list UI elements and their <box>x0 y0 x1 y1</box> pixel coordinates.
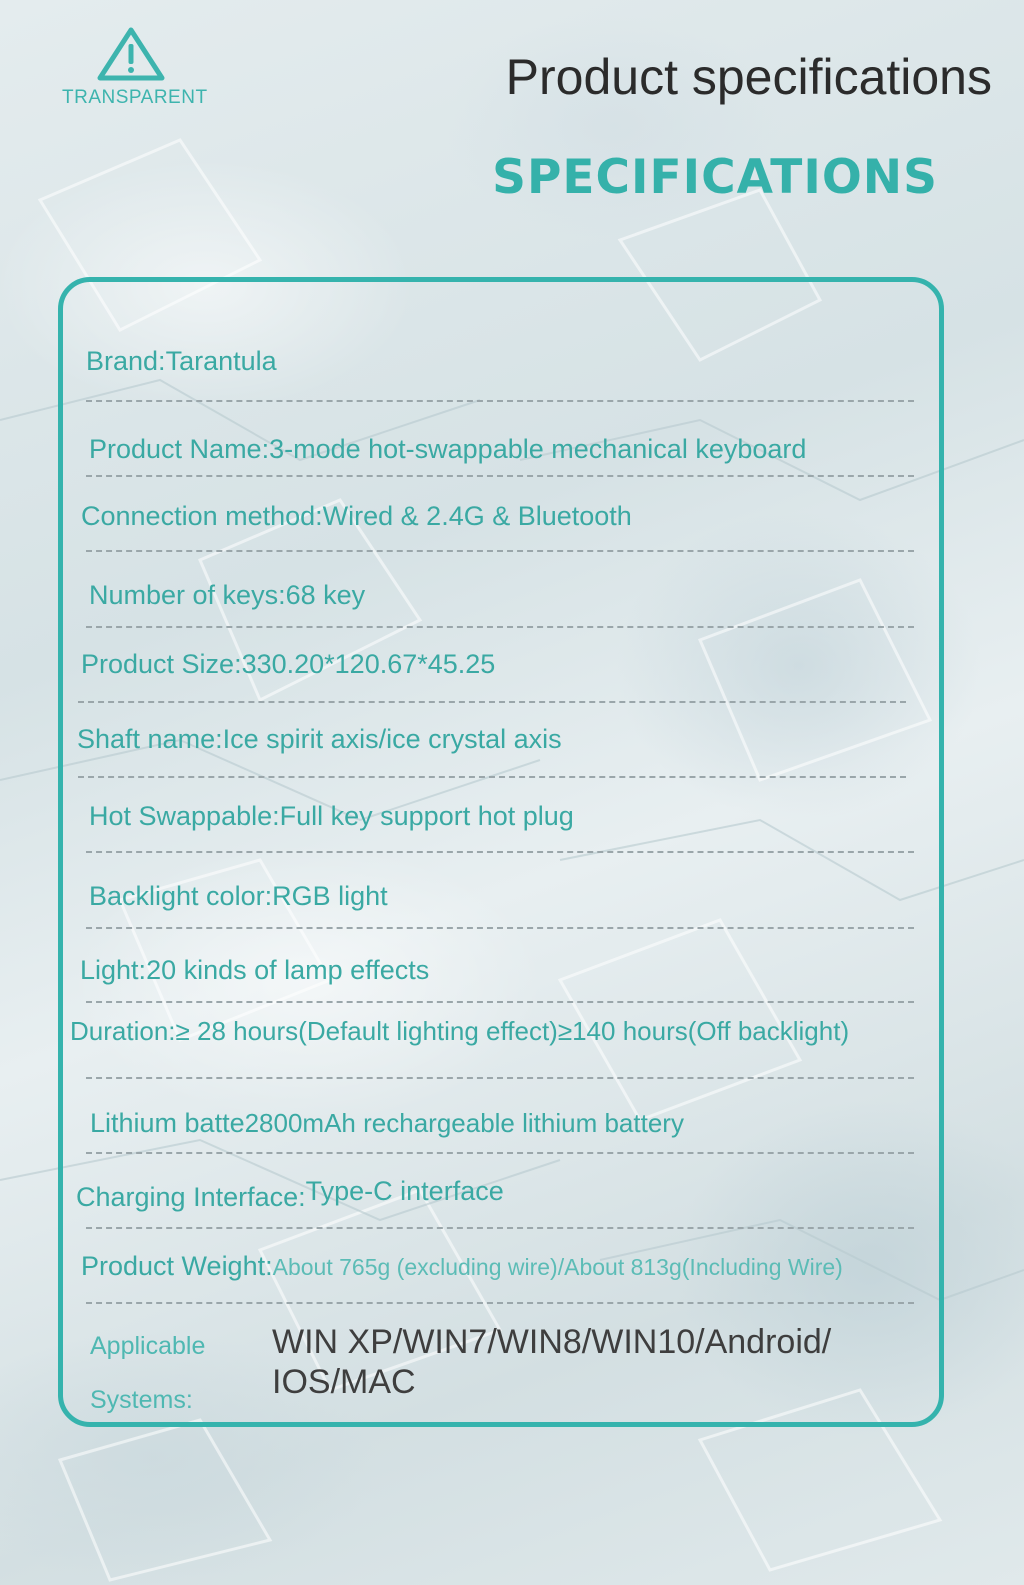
spec-value: 20 kinds of lamp effects <box>146 955 430 985</box>
spec-row-size <box>81 649 961 680</box>
systems-value-line2: IOS/MAC <box>272 1363 416 1401</box>
spec-value: Ice spirit axis/ice crystal axis <box>222 724 562 754</box>
row-divider <box>86 1227 914 1229</box>
spec-row-light <box>80 949 960 986</box>
spec-value: Wired & 2.4G & Bluetooth <box>322 501 632 531</box>
row-divider <box>86 1152 914 1154</box>
spec-value: 3-mode hot-swappable mechanical keyboard <box>269 434 807 464</box>
spec-label: Shaft name: <box>77 724 223 754</box>
systems-value <box>272 1322 912 1402</box>
spec-value: ≥ 28 hours(Default lighting effect)≥140 hours(Off backlight) <box>175 1016 850 1046</box>
spec-label: Brand: <box>86 346 166 376</box>
spec-value: 330.20*120.67*45.25 <box>241 649 496 679</box>
spec-value: Tarantula <box>165 346 277 376</box>
spec-label: Charging Interface: <box>76 1182 306 1212</box>
row-divider <box>86 1077 914 1079</box>
row-divider <box>86 550 914 552</box>
row-divider <box>86 1302 914 1304</box>
spec-label: Product Size: <box>81 649 242 679</box>
spec-value: 68 key <box>285 580 366 610</box>
row-divider <box>86 1001 914 1003</box>
spec-label: Backlight color: <box>89 881 273 911</box>
systems-label-line2: Systems: <box>90 1386 193 1414</box>
brand-logo <box>58 26 218 116</box>
spec-row-brand <box>86 346 966 377</box>
page-subtitle: SPECIFICATIONS <box>492 150 938 205</box>
spec-label: Product Name: <box>89 434 270 464</box>
spec-label: Connection method: <box>81 501 323 531</box>
row-divider <box>78 776 906 778</box>
spec-label: Light: <box>80 955 147 985</box>
spec-row-backlight <box>89 877 969 912</box>
systems-label-line1: Applicable <box>90 1332 206 1360</box>
row-divider <box>86 400 914 402</box>
spec-row-charging <box>76 1176 956 1213</box>
spec-row-keys <box>89 576 969 611</box>
page-title: Product specifications <box>505 49 992 105</box>
spec-label: Product Weight: <box>81 1251 273 1281</box>
spec-label: Number of keys: <box>89 580 286 610</box>
row-divider <box>86 475 914 477</box>
spec-value: 2800mAh rechargeable lithium battery <box>244 1108 684 1138</box>
row-divider <box>86 927 914 929</box>
row-divider <box>86 851 914 853</box>
spec-value: RGB light <box>272 881 388 911</box>
spec-row-duration <box>70 1016 950 1047</box>
warning-triangle-icon <box>96 26 166 82</box>
spec-row-hot-swappable <box>89 797 969 832</box>
spec-value: Full key support hot plug <box>279 801 574 831</box>
spec-value: About 765g (excluding wire)/About 813g(Including Wire) <box>272 1254 843 1280</box>
spec-label: Duration: <box>70 1016 176 1046</box>
spec-row-connection <box>81 501 961 532</box>
systems-value-line1: WIN XP/WIN7/WIN8/WIN10/Android/ <box>272 1323 832 1361</box>
spec-row-weight <box>81 1248 961 1282</box>
spec-value: Type-C interface <box>305 1176 504 1206</box>
spec-row-battery <box>90 1102 970 1139</box>
spec-label: Lithium batte <box>90 1108 245 1138</box>
logo-text: TRANSPARENT <box>62 87 208 108</box>
row-divider <box>86 626 914 628</box>
spec-row-product-name <box>89 434 969 465</box>
spec-row-shaft <box>77 724 957 755</box>
row-divider <box>78 701 906 703</box>
spec-label: Hot Swappable: <box>89 801 280 831</box>
